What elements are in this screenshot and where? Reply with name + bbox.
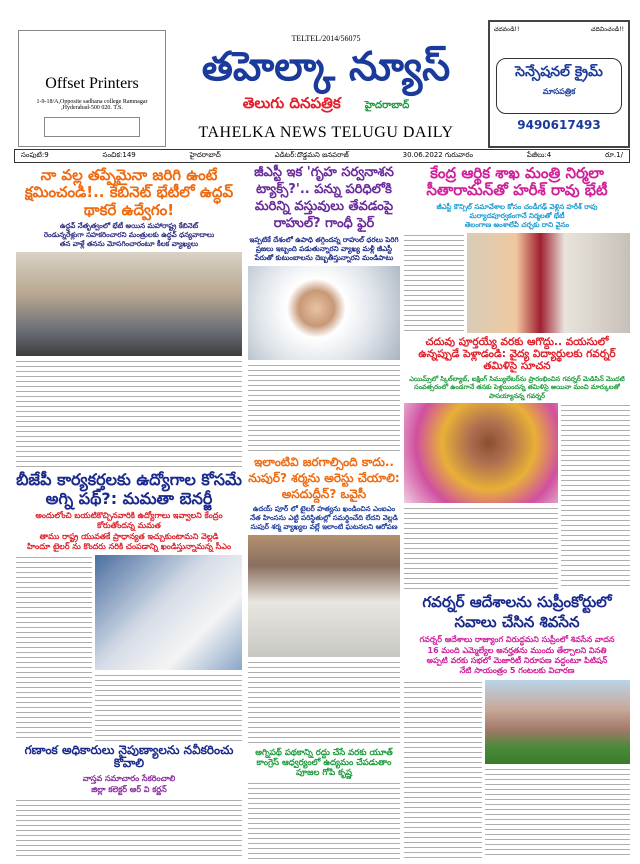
masthead-subtitle-row bbox=[166, 94, 486, 116]
agnipath-body-text bbox=[248, 781, 400, 859]
shivsena-subheads bbox=[404, 635, 630, 677]
english-title: TAHELKA NEWS TELUGU DAILY bbox=[198, 124, 454, 141]
mamata-body-text-2 bbox=[95, 673, 242, 740]
nirmala-harish-photo bbox=[467, 233, 630, 333]
uddhav-body-text bbox=[16, 359, 242, 468]
agnipath-headline[interactable]: అగ్నిపథ్ పథకాన్ని రద్దు చేసే వరకు యూత్ కాంగ్రెస్ ఆధ్వర్యంలో ఉద్యమం చేపడుతాం పూజల గోపి కృష్ణ bbox=[255, 748, 393, 778]
governor-headline[interactable]: చదువు పూర్తయ్యే వరకు ఆగొద్దు.. వయసులో ఉన్నప్పుడే పెళ్లాడండి: వైద్య విద్యార్థులకు గవర్నర్ తమిళిసై సూచన bbox=[418, 335, 616, 372]
volume: సంపుటి:9 bbox=[21, 151, 49, 159]
mamata-photo bbox=[95, 555, 242, 670]
registration: TELTEL/2014/56075 bbox=[291, 34, 361, 43]
editor: ఎడిటర్:దొడ్డమని జనపరాజ్ bbox=[274, 151, 349, 159]
nirmala-body-text bbox=[404, 233, 464, 333]
ad-magazine-type: మాసపత్రిక bbox=[542, 87, 576, 96]
shivsena-body-row bbox=[404, 680, 630, 859]
owaisi-body-text bbox=[248, 660, 400, 746]
left-column bbox=[16, 167, 242, 859]
shivsena-body-text-2 bbox=[485, 767, 630, 859]
shivsena-headline[interactable]: గవర్నర్ ఆదేశాలను సుప్రీంకోర్టులో సవాలు చేసిన శివసేన bbox=[422, 592, 612, 631]
mamata-sub2: తాము రాష్ట్ర యువతకే ప్రాధాన్యత ఇచ్చుకుంటామని వెల్లడి bbox=[39, 531, 219, 541]
gst-headline[interactable]: జీఎస్టీ ఇక 'గృహ సర్వనాశన ట్యాక్స్?'.. పన్ను పరిధిలోకి మరిన్ని వస్తువులు తేవడంపై రాహుల్? గాంధీ ఫైర్ bbox=[254, 165, 394, 231]
shivsena-sub4: నేటి సాయంత్రం 5 గంటలకు విచారణ bbox=[459, 666, 575, 676]
masthead-title: తహెల్కా న్యూస్ bbox=[201, 44, 451, 90]
nirmala-sub2: మర్యాదపూర్వకంగానే నిర్మలతో భేటీ bbox=[469, 211, 565, 220]
governor-body-text bbox=[561, 403, 630, 588]
uddhav-cabinet-photo bbox=[16, 252, 242, 356]
uddhav-sub1: ఉద్ధవ్ నేతృత్వంలో భేటీ అయిన మహారాష్ట్ర కేబినెట్ bbox=[59, 221, 199, 230]
ad-oval bbox=[496, 58, 622, 114]
mamata-subheads bbox=[16, 511, 242, 553]
nirmala-sub1: జీఎస్టీ కౌన్సిల్ సమావేశాల కోసం చండీగఢ్ వెళ్లిన హరీశ్ రావు bbox=[436, 202, 598, 211]
shivsena-body-text bbox=[404, 680, 482, 859]
census-body-text bbox=[16, 798, 242, 859]
price: రూ.1/ bbox=[605, 151, 623, 159]
printer-blank-box bbox=[44, 117, 140, 137]
governor-body-row bbox=[404, 403, 630, 588]
nirmala-headline[interactable]: కేంద్ర ఆర్థిక శాఖ మంత్రి నిర్మలా సీతారామన్‌తో హరీశ్ రావు భేటీ bbox=[426, 164, 608, 200]
pages: పేజీలు:4 bbox=[526, 151, 552, 159]
census-sub1: వాస్తవ సమాచారం సేకరించాలి bbox=[82, 774, 176, 784]
mamata-body-row bbox=[16, 555, 242, 740]
city: హైదరాబాద్ bbox=[189, 151, 221, 159]
mamata-headline[interactable]: బీజేపీ కార్యకర్తలకు ఉద్యోగాల కోసమే అగ్ని పథ్?: మమతా బెనర్జీ bbox=[16, 470, 242, 508]
ad-phone: 9490617493 bbox=[517, 118, 601, 132]
gst-subhead: ఇప్పటికే దేశంలో ఉపాధి తగ్గిందన్న రాహుల్ ధరలు పెరిగి ప్రజలు ఇబ్బంది పడుతున్నారని వ్యాఖ్య మళ్లీ జీఎస్టీ పేరుతో కుటుంబాలను దెబ్బతీస్తున్నారని మండిపాటు bbox=[249, 235, 399, 262]
right-column bbox=[404, 165, 630, 859]
date: 30.06.2022 గురువారం bbox=[402, 151, 474, 159]
governor-body-text-2 bbox=[404, 506, 558, 588]
uddhav-sub3: తన వాళ్లే తనను మోసగించారంటూ కీలక వ్యాఖ్యలు bbox=[59, 239, 199, 248]
mamata-sub3: హిందూ టైలర్ ను కొందరు నరికి చంపడాన్ని ఖండిస్తున్నామన్న సీఎం bbox=[26, 542, 232, 552]
middle-column bbox=[248, 165, 400, 859]
rahul-gandhi-photo bbox=[248, 266, 400, 360]
printer-address-2: ,Hyderabad-500 020. T.S. bbox=[61, 105, 123, 111]
issue: సంచిక:149 bbox=[102, 151, 136, 159]
dateline-bar bbox=[14, 149, 630, 163]
masthead-city: హైదరాబాద్ bbox=[364, 100, 410, 111]
mamata-sub1: అందులోంచి బయటికొచ్చినవారికి ఉద్యోగాలు ఇవ్వాలని కేంద్రం కోరుతోందన్న మమత bbox=[35, 510, 223, 531]
census-sub2: జిల్లా కలెక్టర్ ఆర్ వి కర్ణన్ bbox=[91, 784, 167, 794]
masthead-subtitle: తెలుగు దినపత్రిక bbox=[242, 94, 341, 112]
uddhav-sub2: రెండున్నరేళ్లుగా సహకరించారని మంత్రులకు ఉద్ధవ్ ధన్యవాదాలు bbox=[43, 230, 215, 239]
supreme-court-photo bbox=[485, 680, 630, 764]
shivsena-sub1: గవర్నర్ ఆదేశాలు రాజ్యాంగ విరుద్ధమని సుప్రీంలో శివసేన వాదన bbox=[419, 635, 615, 645]
governor-subhead: ఎయిమ్స్‌లో స్కిల్‌ల్యాబ్, ఐక్షింగ్ సిమ్యులేటర్‌ను ప్రారంభించిన గవర్నర్ మెడిసిన్ మొదటి సంవత్సరంలో ఉండగానే తనకు పెళ్లయిందన్న తమిళిసై అయినా మంచి మార్కులతో పాసయ్యానన్న గవర్నర్ bbox=[409, 374, 625, 400]
ad-box bbox=[488, 20, 630, 148]
nirmala-sub3: తెలంగాణ అంశాలేవీ చర్చకు రాని వైనం bbox=[464, 220, 570, 229]
uddhav-subheads bbox=[16, 222, 242, 249]
tamilisai-photo bbox=[404, 403, 558, 503]
census-subheads bbox=[16, 774, 242, 795]
gst-body-text bbox=[248, 363, 400, 451]
ad-magazine-name: సెన్సేషనల్ క్రైమ్ bbox=[515, 64, 603, 80]
owaisi-subhead: ఉదయ్ పూర్ లో టైలర్ హత్యను ఖండించిన ఎంఐఎం నేత హింసను ఎట్టి పరిస్థితుల్లో సమర్థించేది లేదని వెల్లడి నుపుర్ శర్మ వ్యాఖ్యల వల్లే ఇలాంటి ఘటనలని ఆరోపణ bbox=[250, 505, 398, 532]
ad-spread: చదివించండి!! bbox=[591, 26, 624, 33]
nirmala-subheads bbox=[404, 203, 630, 230]
printer-address: 1-9-18/A,Opposite sadhana college Ramnagar bbox=[36, 99, 148, 105]
nirmala-body-row bbox=[404, 233, 630, 333]
owaisi-headline[interactable]: ఇలాంటివి జరగాల్సింది కాదు.. నుపుర్? శర్మను అరెస్టు చేయాలి: అసదుద్దీన్? ఒవైసీ bbox=[248, 454, 400, 501]
census-headline[interactable]: గణాంక అధికారులు నైపుణ్యాలను నవీకరించు కోవాలి bbox=[24, 742, 234, 771]
printer-box bbox=[18, 30, 166, 147]
shivsena-sub3: అప్పటి వరకు సభలో మెజారిటీ నిరూపణ వద్దంటూ పిటిషన్ bbox=[426, 655, 608, 665]
ad-read: చదవండి!! bbox=[494, 26, 520, 33]
mamata-body-text bbox=[16, 555, 92, 740]
printer-name: Offset Printers bbox=[45, 75, 139, 92]
shivsena-sub2: 16 మంది ఎమ్మెల్యేల అనర్హతను ముందు తేల్చాలని వినతి bbox=[427, 645, 607, 655]
uddhav-headline[interactable]: నా వల్ల తప్పేమైనా జరిగి ఉంటే క్షమించండి!.. కేబినెట్ భేటీలో ఉద్ధవ్ థాకరే ఉద్వేగం! bbox=[24, 166, 234, 219]
owaisi-photo bbox=[248, 535, 400, 657]
